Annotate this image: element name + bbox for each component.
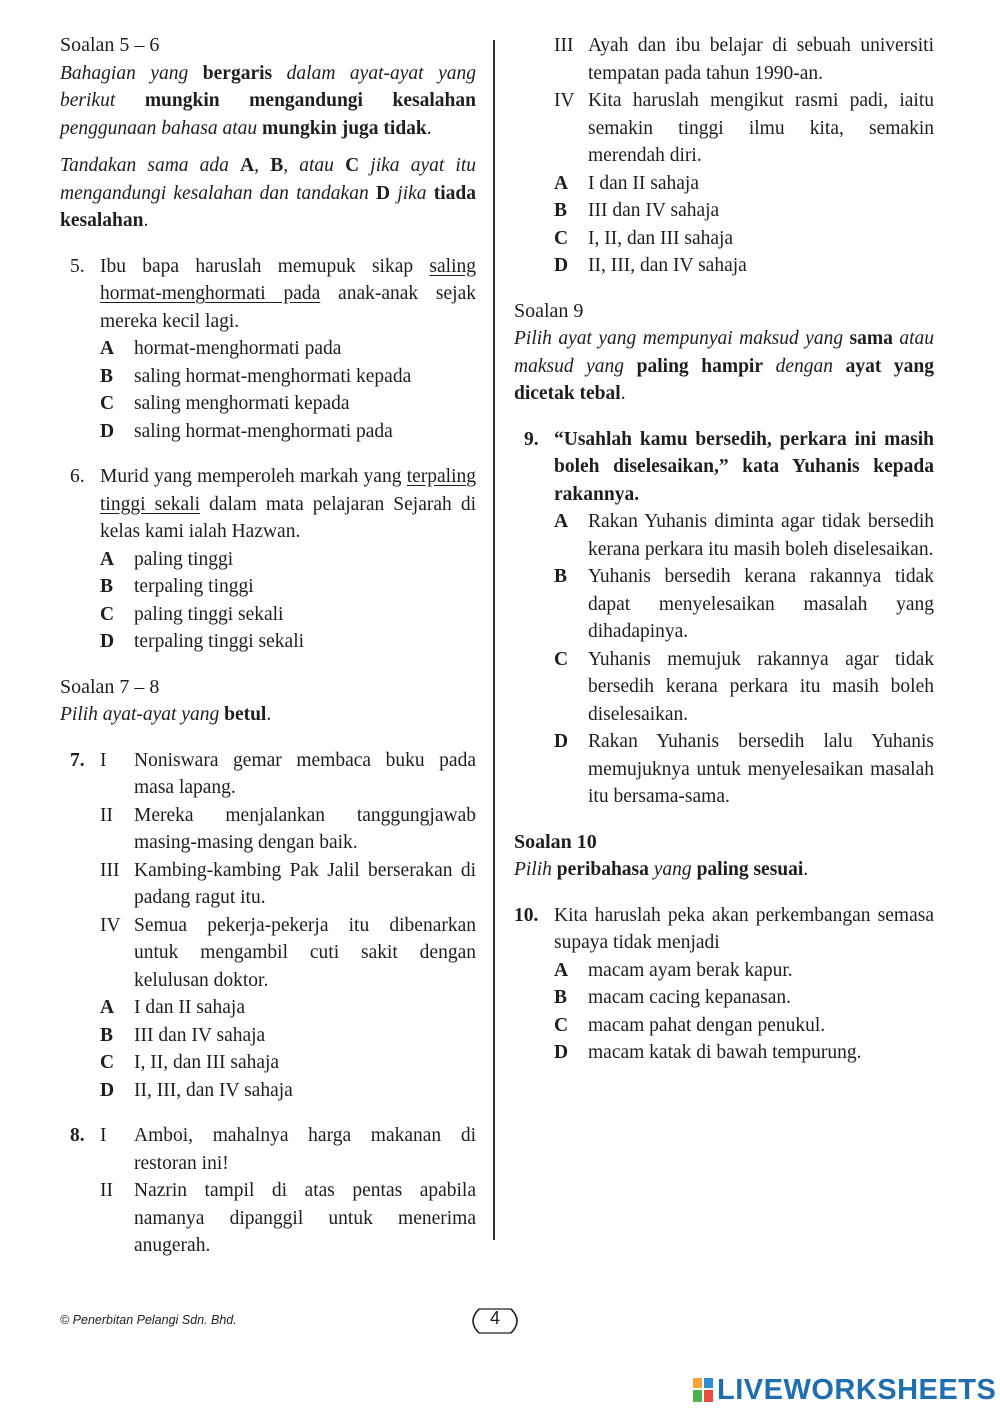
- option-d[interactable]: D II, III, dan IV sahaja: [554, 255, 747, 276]
- option-c[interactable]: C paling tinggi sekali: [100, 603, 284, 625]
- instruction-5-6: Bahagian yang bergaris dalam ayat-ayat yang berikut mungkin mengandungi kesalahan penggunaan bahasa atau mungkin juga tidak.: [60, 62, 477, 139]
- option-d[interactable]: D saling hormat-menghormati pada: [100, 420, 393, 442]
- option-a[interactable]: A hormat-menghormati pada: [100, 338, 342, 359]
- question-8: 8. I Amboi, mahalnya harga makanan di restoran ini! II Nazrin tampil di atas pentas apabila namanya dipanggil untuk menerima anugerah.: [60, 1122, 476, 1260]
- instruction-9: Pilih ayat yang mempunyai maksud yang sama atau maksud yang paling hampir dengan ayat yang dicetak tebal.: [514, 328, 935, 404]
- question-10: 10. Kita haruslah peka akan perkembangan semasa supaya tidak menjadi A macam ayam berak kapur. B macam cacing kepanasan. C macam pahat dengan penukul. D macam katak di bawah tempurung.: [514, 902, 934, 1067]
- option-c[interactable]: C I, II, dan III sahaja: [554, 227, 734, 249]
- copyright-notice: © Penerbitan Pelangi Sdn. Bhd.: [60, 1313, 237, 1327]
- liveworksheets-logo: LIVEWORKSHEETS: [693, 1372, 996, 1408]
- option-b[interactable]: B Yuhanis bersedih kerana rakannya tidak dapat menyelesaikan masalah yang dihadapinya.: [554, 566, 934, 642]
- right-column: [514, 32, 934, 1067]
- question-7: 7. I Noniswara gemar membaca buku pada masa lapang. II Mereka menjalankan tanggungjawab masing-masing dengan baik. III Kambing-kambing Pak Jalil berserakan di padang ragut itu. IV Semua pekerja-pekerja itu dibenarkan untuk mengambil cuti sakit dengan kelulusan doktor. A I dan II sahaja B III dan IV sahaja C I, II, dan III sahaja D II, III, dan IV sahaja: [60, 747, 476, 1105]
- column-divider: [493, 40, 495, 1240]
- option-d[interactable]: D terpaling tinggi sekali: [100, 631, 305, 652]
- statement-iii: III Kambing-kambing Pak Jalil berserakan di padang ragut itu.: [100, 859, 476, 908]
- option-b[interactable]: B macam cacing kepanasan.: [554, 987, 792, 1008]
- option-b[interactable]: B III dan IV sahaja: [554, 200, 720, 221]
- underlined-phrase: saling hormat-menghormati pada: [100, 255, 476, 304]
- left-column: [60, 32, 476, 1260]
- option-a[interactable]: A paling tinggi: [100, 548, 234, 570]
- question-9-stem: “Usahlah kamu bersedih, perkara ini masih boleh diselesaikan,” kata Yuhanis kepada rakannya.: [554, 428, 934, 505]
- option-d[interactable]: D Rakan Yuhanis bersedih lalu Yuhanis memujuknya untuk menyelesaikan masalah itu bersama-sama.: [554, 731, 934, 807]
- option-b[interactable]: B III dan IV sahaja: [100, 1024, 266, 1046]
- section-title-7-8: Soalan 7 – 8: [60, 675, 160, 698]
- question-8-continued: [514, 32, 934, 280]
- option-c[interactable]: C I, II, dan III sahaja: [100, 1052, 280, 1073]
- section-title-10: Soalan 10: [514, 830, 597, 853]
- underlined-phrase: terpaling tinggi sekali: [100, 466, 476, 515]
- option-c[interactable]: C saling menghormati kepada: [100, 393, 350, 414]
- option-a[interactable]: A I dan II sahaja: [100, 997, 245, 1018]
- option-d[interactable]: D II, III, dan IV sahaja: [100, 1079, 293, 1101]
- section-title-5-6: Soalan 5 – 6: [60, 34, 160, 56]
- option-c[interactable]: C macam pahat dengan penukul.: [554, 1014, 826, 1036]
- option-d[interactable]: D macam katak di bawah tempurung.: [554, 1042, 862, 1063]
- statement-ii: II Nazrin tampil di atas pentas apabila namanya dipanggil untuk menerima anugerah.: [100, 1180, 476, 1256]
- instruction-5-6-b: Tandakan sama ada A, B, atau C jika ayat itu mengandungi kesalahan dan tandakan D jika tiada kesalahan.: [60, 155, 477, 231]
- statement-iii: III Ayah dan ibu belajar di sebuah universiti tempatan pada tahun 1990-an.: [554, 35, 934, 84]
- question-5: 5. Ibu bapa haruslah memupuk sikap saling hormat-menghormati pada anak-anak sejak mereka kecil lagi. A hormat-menghormati pada B saling hormat-menghormati kepada C saling menghormati kepada D saling hormat-menghormati pada: [60, 253, 476, 446]
- option-b[interactable]: B terpaling tinggi: [100, 576, 254, 597]
- statement-i: I Amboi, mahalnya harga makanan di restoran ini!: [100, 1125, 476, 1174]
- question-6: 6. Murid yang memperoleh markah yang terpaling tinggi sekali dalam mata pelajaran Sejarah di kelas kami ialah Hazwan. A paling tinggi B terpaling tinggi C paling tinggi sekali D terpaling tinggi sekali: [60, 463, 476, 656]
- section-title-9: Soalan 9: [514, 299, 584, 322]
- option-c[interactable]: C Yuhanis memujuk rakannya agar tidak bersedih kerana perkara itu masih boleh diselesaikan.: [554, 648, 934, 725]
- statement-i: I Noniswara gemar membaca buku pada masa lapang.: [100, 749, 476, 798]
- statement-iv: IV Kita haruslah mengikut rasmi padi, iaitu semakin tinggi ilmu kita, semakin merendah diri.: [554, 90, 934, 166]
- statement-iv: IV Semua pekerja-pekerja itu dibenarkan untuk mengambil cuti sakit dengan kelulusan doktor.: [100, 914, 476, 991]
- option-a[interactable]: A I dan II sahaja: [554, 172, 699, 194]
- page-number: 4: [465, 1305, 525, 1337]
- question-9: 9. “Usahlah kamu bersedih, perkara ini masih boleh diselesaikan,” kata Yuhanis kepada rakannya. A Rakan Yuhanis diminta agar tidak bersedih kerana perkara itu masih boleh diselesaikan. B Yuhanis bersedih kerana rakannya tidak dapat menyelesaikan masalah yang dihadapinya. C Yuhanis memujuk rakannya agar tidak bersedih kerana perkara itu masih boleh diselesaikan. D Rakan Yuhanis bersedih lalu Yuhanis memujuknya untuk menyelesaikan masalah itu bersama-sama.: [514, 426, 934, 811]
- liveworksheets-grid-icon: [693, 1378, 713, 1402]
- instruction-7-8: Pilih ayat-ayat yang betul.: [60, 704, 272, 725]
- option-b[interactable]: B saling hormat-menghormati kepada: [100, 365, 412, 387]
- instruction-10: Pilih peribahasa yang paling sesuai.: [514, 859, 809, 880]
- statement-ii: II Mereka menjalankan tanggungjawab masing-masing dengan baik.: [100, 804, 476, 853]
- option-a[interactable]: A Rakan Yuhanis diminta agar tidak bersedih kerana perkara itu masih boleh diselesaikan.: [554, 511, 934, 560]
- option-a[interactable]: A macam ayam berak kapur.: [554, 959, 793, 981]
